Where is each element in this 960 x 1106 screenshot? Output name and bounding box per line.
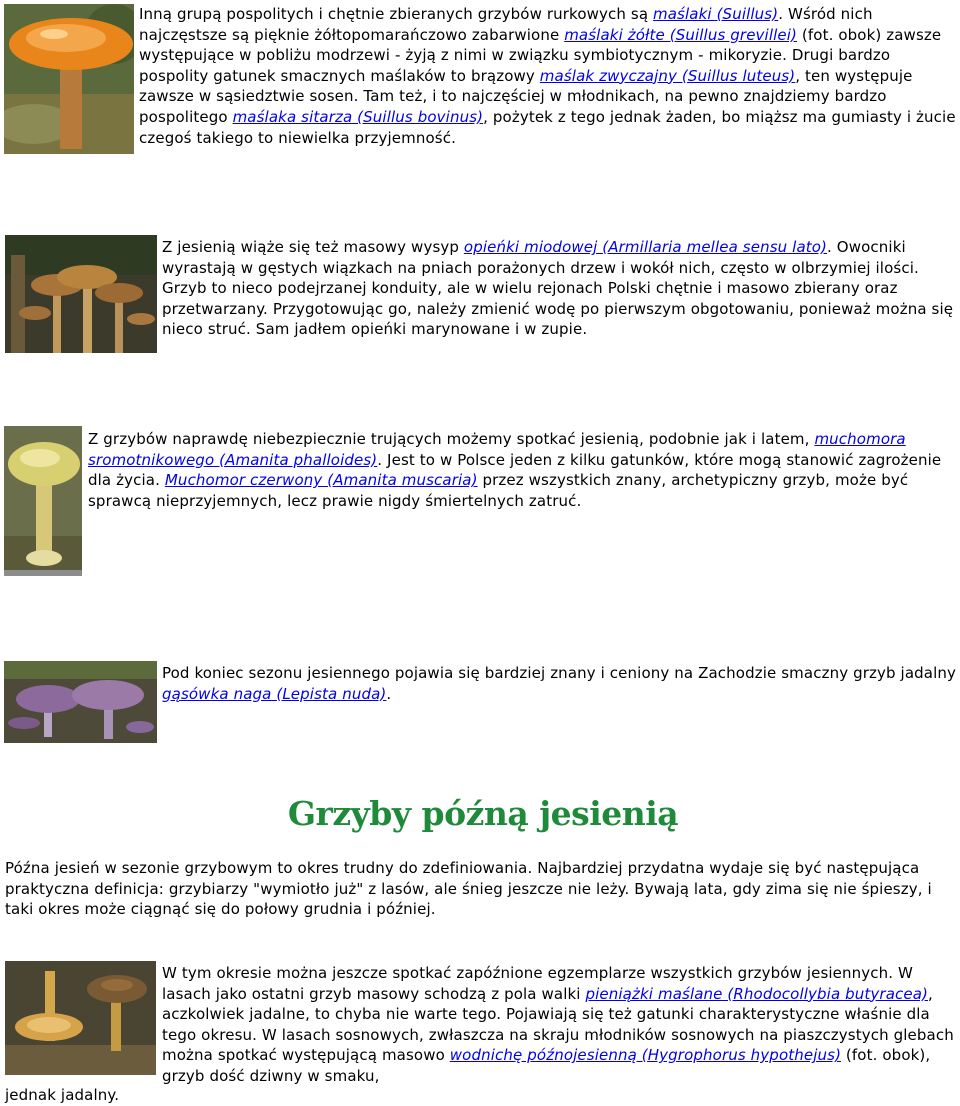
section-heading: Grzyby późną jesienią [287,794,679,833]
section6-paragraph: W tym okresie można jeszcze spotkać zapóźnione egzemplarze wszystkich grzybów jesiennych. W lasach jako ostatni grzyb masowy schodzą z pola walki pieniążki maślane (Rhodocollybia butyracea), aczkolwiek jadalne, to chyba nie warte tego. Pojawiają się też gatunki charakterystyczne właśnie dla tego okresu. W lasach sosnowych, zwłaszcza na skraju młodników sosnowych na piaszczystych glebach można spotkać występującą masowo wodnichę późnojesienną (Hygrophorus hypothejus) (fot. obok), grzyb dość dziwny w smaku, [162,964,954,1085]
link-amanita-muscaria[interactable]: Muchomor czerwony (Amanita muscaria) [164,471,478,490]
section3-paragraph: Z grzybów naprawdę niebezpiecznie trujących możemy spotkać jesienią, podobnie jak i latem, muchomora sromotnikowego (Amanita phalloides). Jest to w Polsce jeden z kilku gatunków, które mogą stanowić zagrożenie dla życia. Muchomor czerwony (Amanita muscaria) przez wszystkich znany, archetypiczny grzyb, może być sprawcą nieprzyjemnych, lecz prawie nigdy śmiertelnych zatruć. [88,430,942,510]
section6-tail: jednak jadalny. [5,1086,120,1104]
late-autumn-paragraph: Późna jesień w sezonie grzybowym to okres trudny do zdefiniowania. Najbardziej przydatna wydaje się być następująca praktyczna definicja: grzybiarzy "wymiotło już" z lasów, ale śnieg jeszcze nie leży. Bywają lata, gdy zima się nie śpieszy, i taki okres może ciągnąć się do połowy grudnia i później. [5,859,932,919]
section2-paragraph: Z jesienią wiąże się też masowy wysyp opieńki miodowej (Armillaria mellea sensu lato). Owocniki wyrastają w gęstych wiązkach na pniach porażonych drzew i wokół nich, często w olbrzymiej ilości. Grzyb to nieco podejrzanej konduity, ale w wielu rejonach Polski chętnie i masowo zbierany oraz przetwarzany. Przygotowując go, należy zmienić wodę po pierwszym obgotowaniu, ponieważ można się nieco struć. Sam jadłem opieńki marynowane i w zupie. [162,238,954,339]
link-suillus-grevillei[interactable]: maślaki żółte (Suillus grevillei) [564,25,798,44]
link-suillus[interactable]: maślaki (Suillus) [653,5,779,23]
suillus-grevillei-photo [4,4,134,154]
lepista-nuda-photo [4,661,157,743]
amanita-phalloides-photo [4,426,82,576]
link-suillus-luteus[interactable]: maślak zwyczajny (Suillus luteus) [539,66,796,85]
armillaria-photo [5,235,157,353]
link-lepista-nuda[interactable]: gąsówka naga (Lepista nuda) [162,684,387,703]
link-rhodocollybia[interactable]: pieniążki maślane (Rhodocollybia butyracea) [585,984,929,1003]
link-hygrophorus[interactable]: wodnichę późnojesienną (Hygrophorus hypothejus) [449,1046,842,1065]
link-armillaria[interactable]: opieńki miodowej (Armillaria mellea sensu lato) [463,238,828,256]
link-suillus-bovinus[interactable]: maślaka sitarza (Suillus bovinus) [232,107,484,126]
hygrophorus-photo [5,961,156,1075]
section1-paragraph: Inną grupą pospolitych i chętnie zbieranych grzybów rurkowych są maślaki (Suillus). Wśród nich najczęstsze są pięknie żółtopomarańczowo zabarwione maślaki żółte (Suillus grevillei) (fot. obok) zawsze występujące w pobliżu modrzewi - żyją z nimi w związku symbiotycznym - mikoryzie. Drugi bardzo pospolity gatunek smacznych maślaków to brązowy maślak zwyczajny (Suillus luteus), ten występuje zawsze w sąsiedztwie sosen. Tam też, i to najczęściej w młodnikach, na pewno znajdziemy bardzo pospolitego maślaka sitarza (Suillus bovinus), pożytek z tego jednak żaden, bo miąższ ma gumiasty i żucie czegoś takiego to niewielka przyjemność. [139,5,956,147]
link-amanita-phalloides[interactable]: muchomora sromotnikowego (Amanita phalloides) [88,430,906,469]
section4-paragraph: Pod koniec sezonu jesiennego pojawia się bardziej znany i ceniony na Zachodzie smaczny grzyb jadalny gąsówka naga (Lepista nuda). [162,664,956,703]
